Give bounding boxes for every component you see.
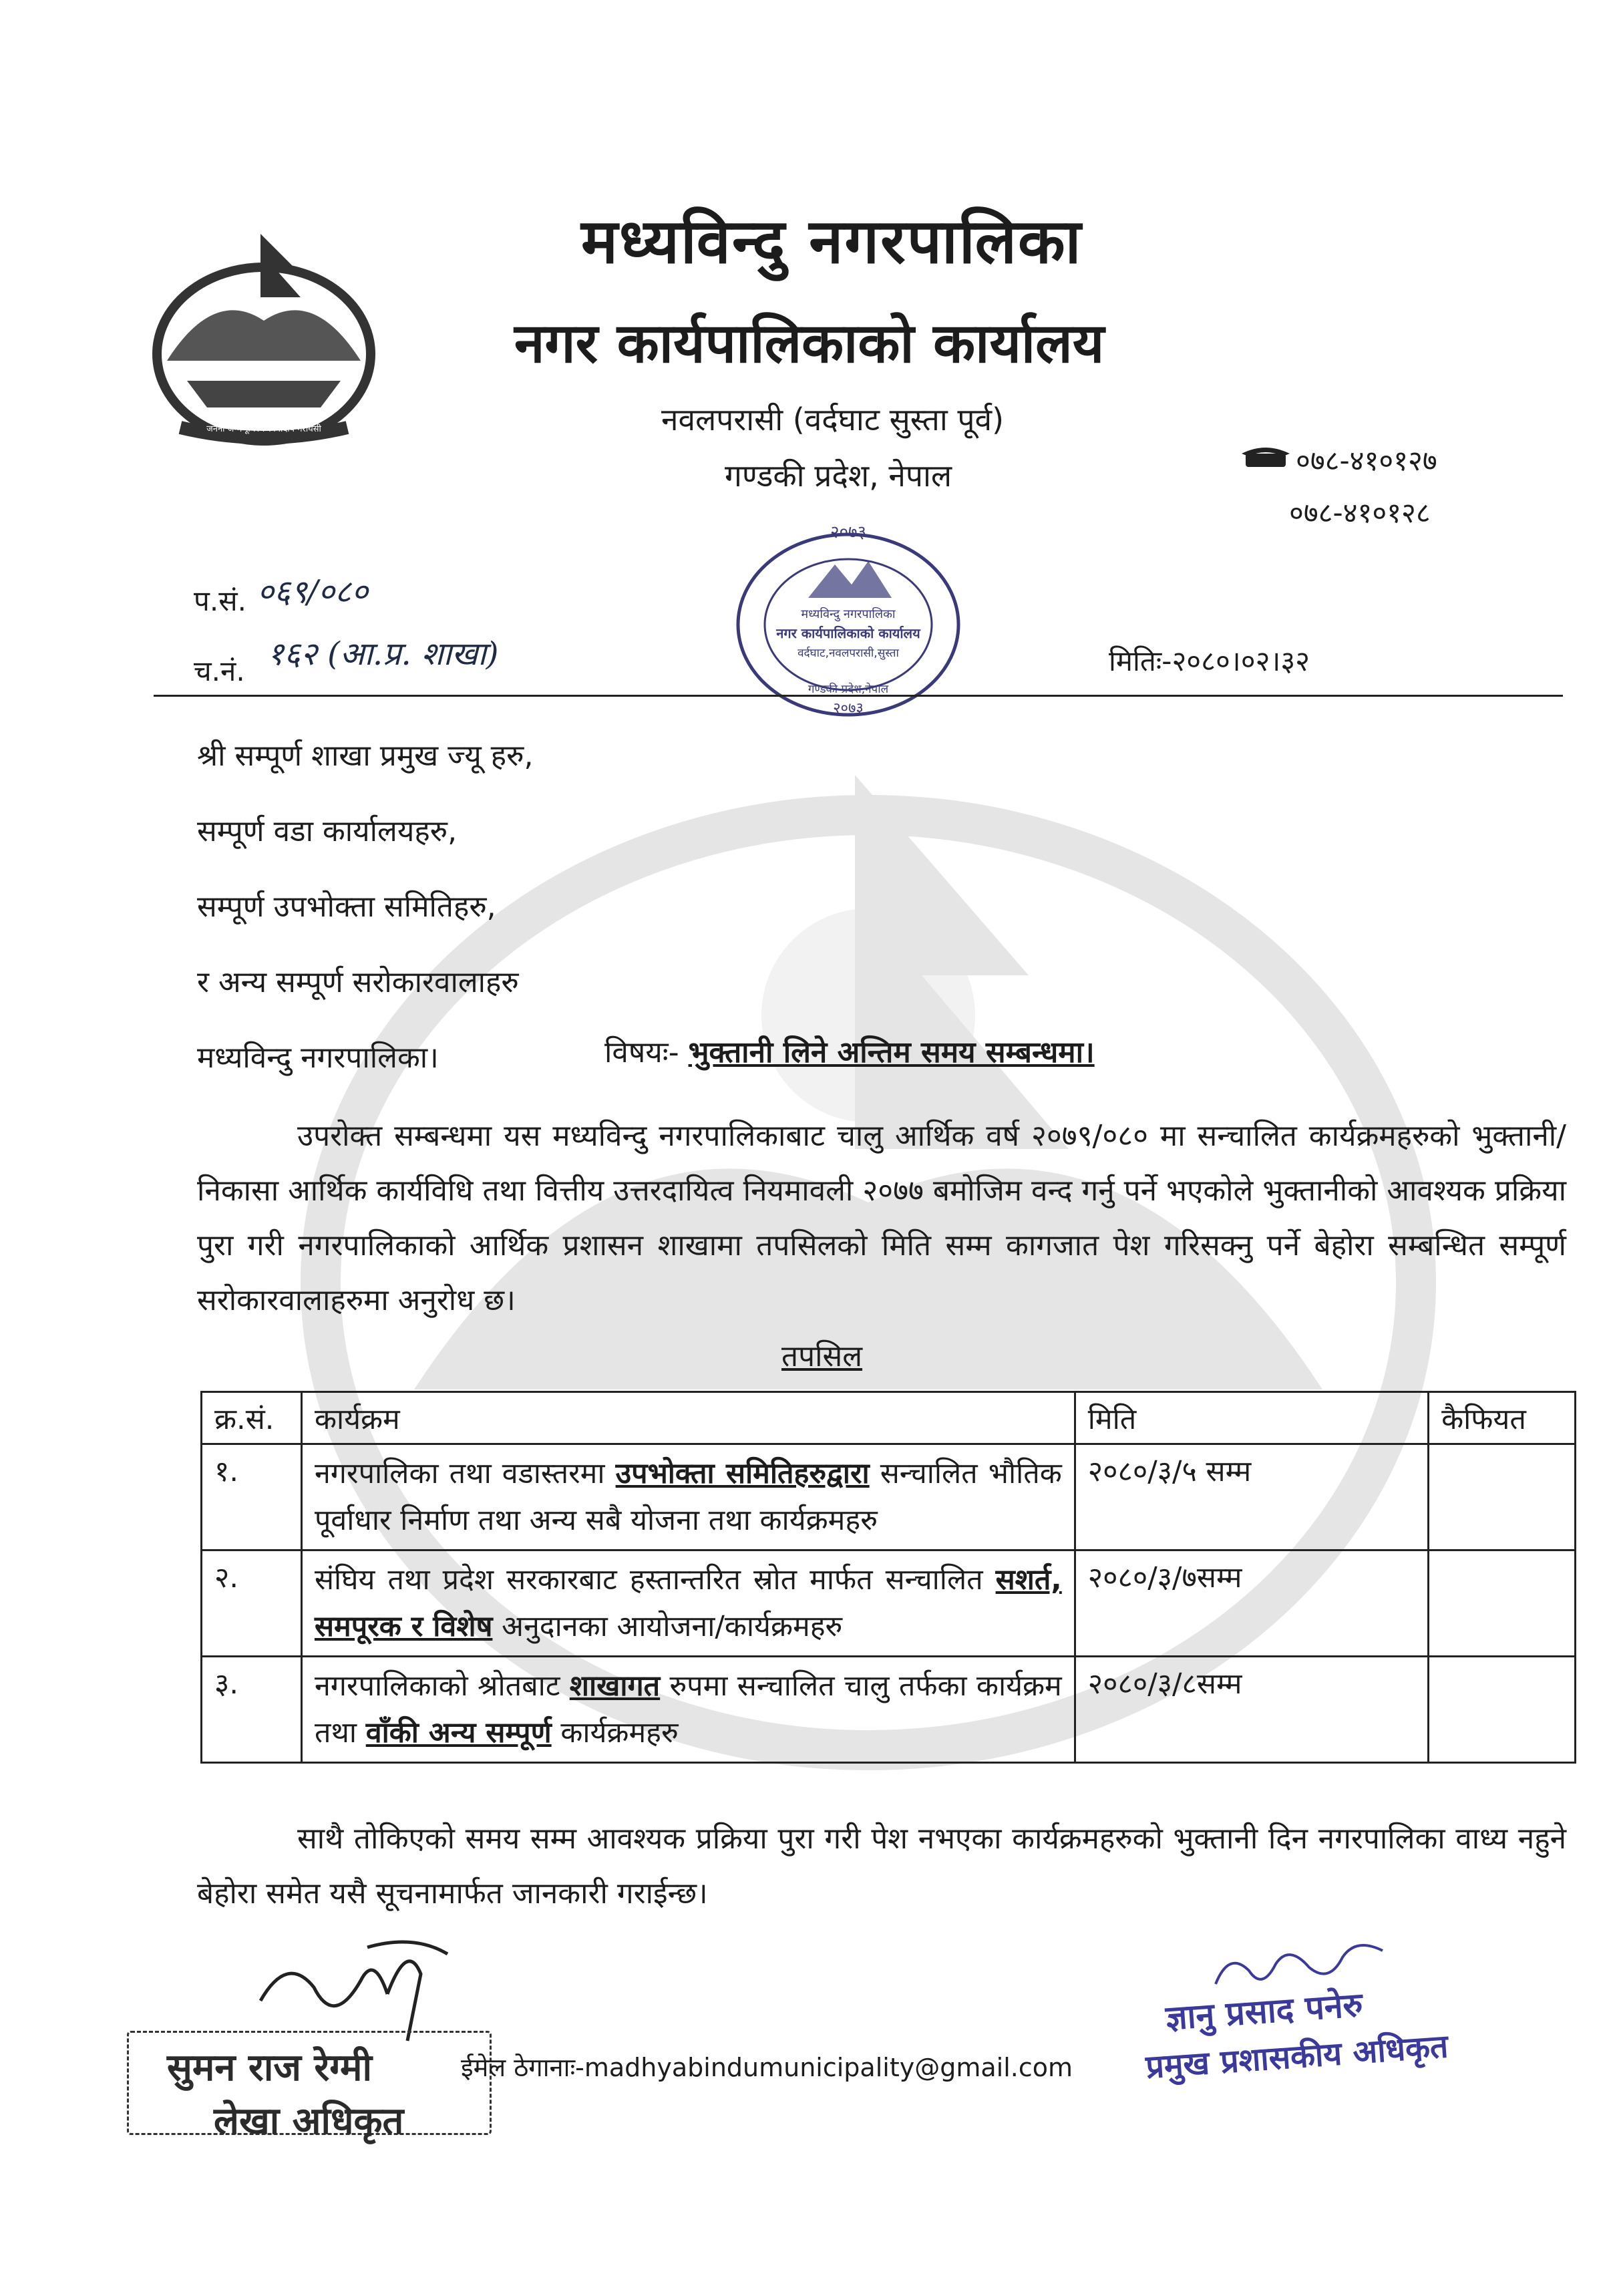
recipient-line: सम्पूर्ण वडा कार्यालयहरु, bbox=[197, 814, 458, 848]
cn-label: च.नं. bbox=[194, 655, 245, 687]
left-signatory-name: सुमन राज रेग्मी bbox=[167, 2046, 373, 2090]
recipient-line: र अन्य सम्पूर्ण सरोकारवालाहरु bbox=[197, 965, 519, 999]
table-row bbox=[202, 1550, 1576, 1657]
header-remarks: कैफियत bbox=[1429, 1392, 1576, 1444]
phone-number-2: ०७८-४१०१२८ bbox=[1289, 496, 1431, 529]
row-sn: २. bbox=[202, 1550, 302, 1657]
subject-label: विषयः- bbox=[604, 1035, 679, 1070]
row-program: नगरपालिका तथा वडास्तरमा उपभोक्ता समितिहरुद्वारा सन्चालित भौतिक पूर्वाधार निर्माण तथा अन्य सबै योजना तथा कार्यक्रमहरु bbox=[301, 1444, 1075, 1550]
recipient-list bbox=[197, 718, 533, 1096]
nepal-emblem bbox=[140, 227, 387, 454]
ps-label: प.सं. bbox=[194, 585, 246, 617]
left-signatory-title: लेखा अधिकृत bbox=[214, 2100, 404, 2143]
right-signatory-name: ज्ञानु प्रसाद पनेरु bbox=[1164, 1985, 1365, 2038]
row-date: २०८०/३/८सम्म bbox=[1075, 1657, 1428, 1763]
table-row bbox=[202, 1657, 1576, 1763]
row-remark bbox=[1429, 1657, 1576, 1763]
header-sn: क्र.सं. bbox=[202, 1392, 302, 1444]
recipient-line: मध्यविन्दु नगरपालिका। bbox=[197, 1041, 439, 1075]
office-name: नगर कार्यपालिकाको कार्यालय bbox=[514, 312, 1105, 375]
letter-date: मितिः-२०८०।०२।३२ bbox=[1109, 645, 1310, 677]
header-divider bbox=[154, 695, 1563, 697]
stamp-year-bottom: २०७३ bbox=[833, 700, 864, 717]
row-sn: १. bbox=[202, 1444, 302, 1550]
tapsil-heading: तपसिल bbox=[781, 1339, 863, 1373]
row-remark bbox=[1429, 1550, 1576, 1657]
phone-number-1: ०७८-४१०१२७ bbox=[1296, 444, 1437, 477]
office-stamp bbox=[728, 518, 968, 725]
stamp-line-3: वर्दघाट,नवलपरासी,सुस्ता bbox=[797, 647, 899, 660]
stamp-line-4: गण्डकी प्रदेश,नेपाल bbox=[808, 683, 889, 696]
table-row bbox=[202, 1444, 1576, 1550]
row-remark bbox=[1429, 1444, 1576, 1550]
row-program: संघिय तथा प्रदेश सरकारबाट हस्तान्तरित स्रोत मार्फत सन्चालित सशर्त, समपूरक र विशेष अनुदानका आयोजना/कार्यक्रमहरु bbox=[301, 1550, 1075, 1657]
header-date: मिति bbox=[1075, 1392, 1428, 1444]
telephone-icon bbox=[1239, 444, 1292, 471]
table-header-row bbox=[202, 1392, 1576, 1444]
row-program: नगरपालिकाको श्रोतबाट शाखागत रुपमा सन्चालित चालु तर्फका कार्यक्रम तथा वाँकी अन्य सम्पूर्ण कार्यक्रमहरु bbox=[301, 1657, 1075, 1763]
row-sn: ३. bbox=[202, 1657, 302, 1763]
row-date: २०८०/३/५ सम्म bbox=[1075, 1444, 1428, 1550]
closing-paragraph: साथै तोकिएको समय सम्म आवश्यक प्रक्रिया पुरा गरी पेश नभएका कार्यक्रमहरुको भुक्तानी दिन नगरपालिका वाध्य नहुने बेहोरा समेत यसै सूचनामार्फत जानकारी गराईन्छ। bbox=[197, 1822, 1566, 1911]
subject-line bbox=[604, 1029, 1095, 1077]
stamp-year-top: २०७३ bbox=[830, 522, 867, 542]
row-date: २०८०/३/७सम्म bbox=[1075, 1550, 1428, 1657]
emblem-caption: जननी जन्मभूमिश्च स्वर्गादपि गरीयसी bbox=[206, 424, 321, 434]
stamp-line-2: नगर कार्यपालिकाको कार्यालय bbox=[776, 625, 920, 641]
org-name: मध्यविन्दु नगरपालिका bbox=[581, 206, 1083, 277]
left-signature bbox=[247, 1927, 468, 2047]
header-program: कार्यक्रम bbox=[301, 1392, 1075, 1444]
ps-value: ०६९/०८० bbox=[257, 573, 368, 611]
schedule-table bbox=[200, 1391, 1576, 1764]
right-signatory-title: प्रमुख प्रशासकीय अधिकृत bbox=[1144, 2027, 1450, 2086]
stamp-line-1: मध्यविन्दु नगरपालिका bbox=[801, 607, 896, 621]
email-address: ईमेल ठेगानाः-madhyabindumunicipality@gmail.com bbox=[461, 2053, 1073, 2082]
district-text: नवलपरासी (वर्दघाट सुस्ता पूर्व) bbox=[661, 401, 1005, 438]
recipient-line: श्री सम्पूर्ण शाखा प्रमुख ज्यू हरु, bbox=[197, 739, 534, 773]
subject-text: भुक्तानी लिने अन्तिम समय सम्बन्धमा। bbox=[688, 1035, 1095, 1070]
recipient-line: सम्पूर्ण उपभोक्ता समितिहरु, bbox=[197, 890, 496, 924]
cn-value: १६२ (आ.प्र. शाखा) bbox=[267, 635, 499, 673]
body-paragraph: उपरोक्त सम्बन्धमा यस मध्यविन्दु नगरपालिकाबाट चालु आर्थिक वर्ष २०७९/०८० मा सन्चालित कार्यक्रमहरुको भुक्तानी/निकासा आर्थिक कार्यविधि तथा वित्तीय उत्तरदायित्व नियमावली २०७७ बमोजिम वन्द गर्नु पर्ने भएकोले भुक्तानीको आवश्यक प्रक्रिया पुरा गरी नगरपालिकाको आर्थिक प्रशासन शाखामा तपसिलको मिति सम्म कागजात पेश गरिसक्नु पर्ने बेहोरा सम्बन्धित सम्पूर्ण सरोकारवालाहरुमा अनुरोध छ। bbox=[197, 1119, 1566, 1317]
province-text: गण्डकी प्रदेश, नेपाल bbox=[725, 458, 952, 494]
